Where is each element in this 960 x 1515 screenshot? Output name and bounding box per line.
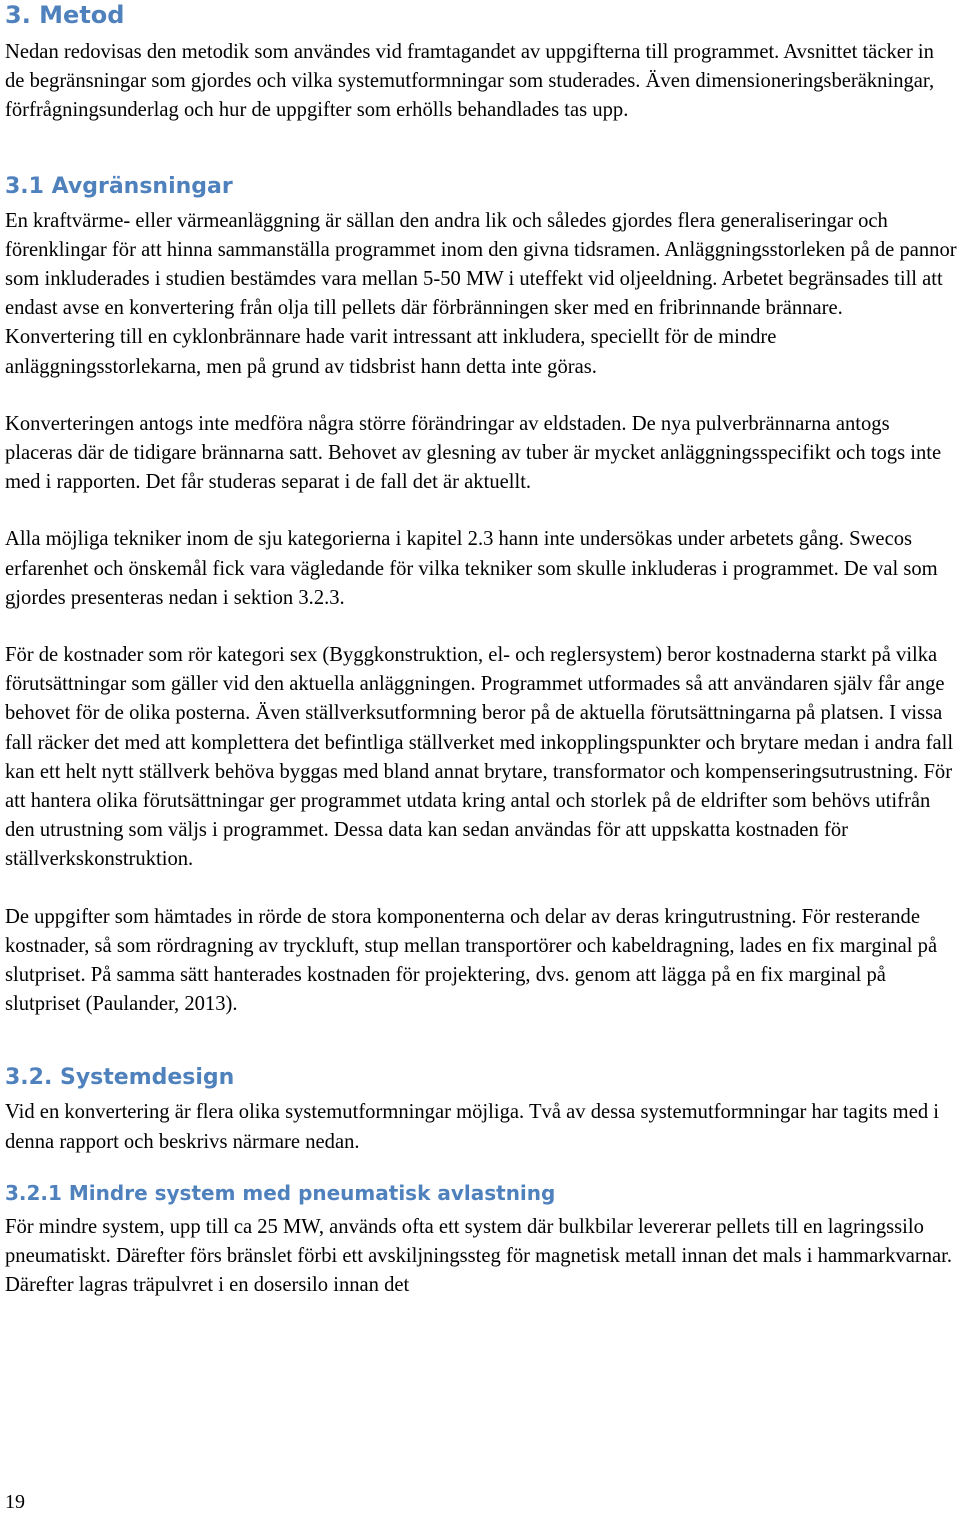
paragraph-avgransningar-5: De uppgifter som hämtades in rörde de stora komponenterna och delar av deras kringutrustning. För resterande kostnader, så som rördragning av tryckluft, stup mellan transportörer och kabeldragning, lades en fix marginal på slutpriset. På samma sätt hanterades kostnaden för projektering, dvs. genom att lägga på en fix marginal på slutpriset (Paulander, 2013). <box>5 905 938 1016</box>
paragraph-avgransningar-2: Konverteringen antogs inte medföra några större förändringar av eldstaden. De nya pulverbrännarna antogs placeras där de tidigare brännarna satt. Behovet av glesning av tuber är mycket anläggningsspecifikt och togs inte med i rapporten. Det får studeras separat i de fall det är aktuellt. <box>5 412 942 494</box>
document-page <box>5 0 957 1301</box>
paragraph-avgransningar-3: Alla möjliga tekniker inom de sju kategorierna i kapitel 2.3 hann inte undersökas under arbetets gång. Swecos erfarenhet och önskemål fick vara vägledande för vilka tekniker som skulle inkluderas i programmet. De val som gjordes presenteras nedan i sektion 3.2.3. <box>5 528 938 609</box>
paragraph-systemdesign: Vid en konvertering är flera olika systemutformningar möjliga. Två av dessa systemutformningar har tagits med i denna rapport och beskrivs närmare nedan. <box>5 1101 940 1153</box>
heading-metod: 3. Metod <box>5 1 125 29</box>
paragraph-mindre-system: För mindre system, upp till ca 25 MW, används ofta ett system där bulkbilar levererar pellets till en lagringssilo pneumatiskt. Därefter förs bränslet förbi ett avskiljningssteg för magnetisk metall innan det mals i hammarkvarnar. Därefter lagras träpulvret i en dosersilo innan det <box>5 1215 953 1297</box>
heading-systemdesign: 3.2. Systemdesign <box>5 1065 235 1091</box>
heading-mindre-system: 3.2.1 Mindre system med pneumatisk avlastning <box>5 1180 556 1205</box>
paragraph-avgransningar-1: En kraftvärme- eller värmeanläggning är sällan den andra lik och således gjordes flera generaliseringar och förenklingar för att hinna sammanställa programmet inom den givna tidsramen. Anläggningsstorleken på de pannor som inkluderades i studien bestämdes vara mellan 5-50 MW i uteffekt vid oljeeldning. Arbetet begränsades till att endast avse en konvertering från olja till pellets där förbränningen sker med en fribrinnande brännare. Konvertering till en cyklonbrännare hade varit intressant att inkludera, speciellt för de mindre anläggningsstorlekarna, men på grund av tidsbrist hann detta inte göras. <box>5 209 957 378</box>
paragraph-avgransningar-4: För de kostnader som rör kategori sex (Byggkonstruktion, el- och reglersystem) beror kostnaderna starkt på vilka förutsättningar som gäller vid den aktuella anläggningen. Programmet utformades så att användaren själv får ange behovet för de olika posterna. Även ställverksutformning beror på de aktuella förutsättningarna på platsen. I vissa fall räcker det med att komplettera det befintliga ställverket med inkopplingspunkter och brytare medan i andra fall kan ett helt nytt ställverk behöva byggas med bland annat brytare, transformator och kompenseringsutrustning. För att hantera olika förutsättningar ger programmet utdata kring antal och storlek på de eldrifter som behövs utifrån den utrustning som väljs i programmet. Dessa data kan sedan användas för att uppskatta kostnaden för ställverkskonstruktion. <box>5 644 954 871</box>
heading-avgransningar: 3.1 Avgränsningar <box>5 173 233 199</box>
page-number: 19 <box>5 1491 25 1513</box>
intro-paragraph: Nedan redovisas den metodik som användes vid framtagandet av uppgifterna till programmet. Avsnittet täcker in de begränsningar som gjordes och vilka systemutformningar som studerades. Även dimensioneringsberäkningar, förfrågningsunderlag och hur de uppgifter som erhölls behandlades tas upp. <box>5 41 935 122</box>
